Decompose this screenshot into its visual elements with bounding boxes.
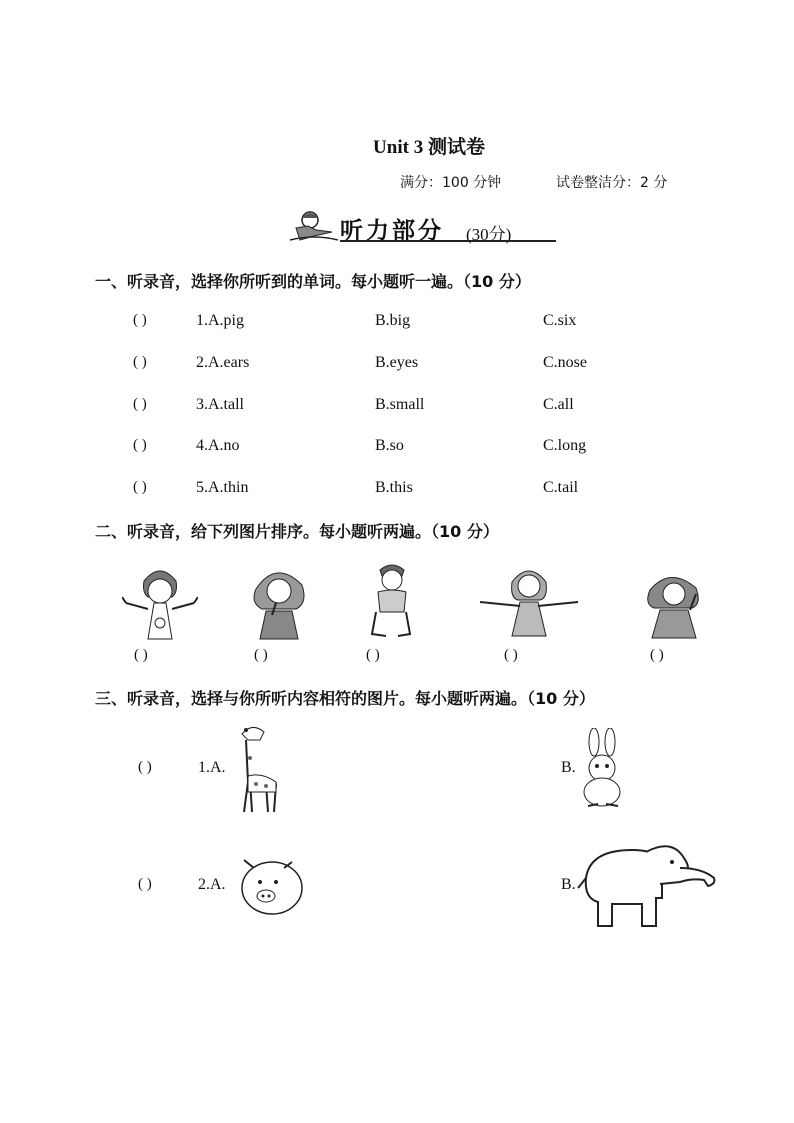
- section-heading-1: 一、听录音，选择你所听到的单词。每小题听一遍。（10 分）: [95, 272, 531, 291]
- answer-blank[interactable]: ( ): [133, 354, 147, 370]
- girl-arms-wide-icon: [474, 560, 584, 640]
- pig-icon: [236, 854, 304, 920]
- option-b: B.big: [375, 312, 411, 329]
- banner-title: 听力部分: [340, 218, 444, 244]
- full-score: 满分：100 分钟: [400, 175, 502, 191]
- child-mascot-icon: [286, 206, 342, 246]
- answer-blank[interactable]: ( ): [133, 396, 147, 412]
- neatness-score: 试卷整洁分：2 分: [556, 175, 668, 191]
- option-b: B.small: [375, 396, 425, 413]
- banner-score: (30分): [466, 225, 512, 244]
- option-a: 5.A.thin: [196, 479, 249, 496]
- option-a-label: 2.A.: [198, 876, 226, 893]
- order-blank[interactable]: ( ): [650, 647, 664, 663]
- answer-blank[interactable]: ( ): [133, 479, 147, 495]
- option-c: C.nose: [543, 354, 587, 371]
- option-b: B.this: [375, 479, 413, 496]
- option-c: C.all: [543, 396, 574, 413]
- girl-pointing-mouth-icon: [246, 563, 312, 641]
- option-c: C.six: [543, 312, 577, 329]
- option-a: 2.A.ears: [196, 354, 250, 371]
- banner-underline: [340, 240, 556, 242]
- rabbit-icon: [578, 728, 628, 810]
- section-heading-3: 三、听录音，选择与你所听内容相符的图片。每小题听两遍。（10 分）: [95, 689, 595, 708]
- page-title: Unit 3 测试卷: [373, 137, 485, 158]
- option-a: 1.A.pig: [196, 312, 244, 329]
- answer-blank[interactable]: ( ): [138, 876, 152, 892]
- option-a-label: 1.A.: [198, 759, 226, 776]
- option-c: C.tail: [543, 479, 579, 496]
- option-a: 3.A.tall: [196, 396, 244, 413]
- section-heading-2: 二、听录音，给下列图片排序。每小题听两遍。（10 分）: [95, 522, 499, 541]
- elephant-icon: [576, 838, 720, 930]
- option-c: C.long: [543, 437, 587, 454]
- answer-blank[interactable]: ( ): [138, 759, 152, 775]
- girl-touching-ear-icon: [640, 570, 706, 640]
- order-blank[interactable]: ( ): [134, 647, 148, 663]
- order-blank[interactable]: ( ): [254, 647, 268, 663]
- boy-crouching-icon: [366, 560, 416, 640]
- order-blank[interactable]: ( ): [366, 647, 380, 663]
- answer-blank[interactable]: ( ): [133, 312, 147, 328]
- answer-blank[interactable]: ( ): [133, 437, 147, 453]
- option-b-label: B.: [561, 876, 576, 893]
- boy-shrugging-icon: [122, 563, 198, 641]
- order-blank[interactable]: ( ): [504, 647, 518, 663]
- giraffe-icon: [236, 722, 282, 814]
- option-b: B.eyes: [375, 354, 419, 371]
- option-a: 4.A.no: [196, 437, 240, 454]
- option-b: B.so: [375, 437, 404, 454]
- option-b-label: B.: [561, 759, 576, 776]
